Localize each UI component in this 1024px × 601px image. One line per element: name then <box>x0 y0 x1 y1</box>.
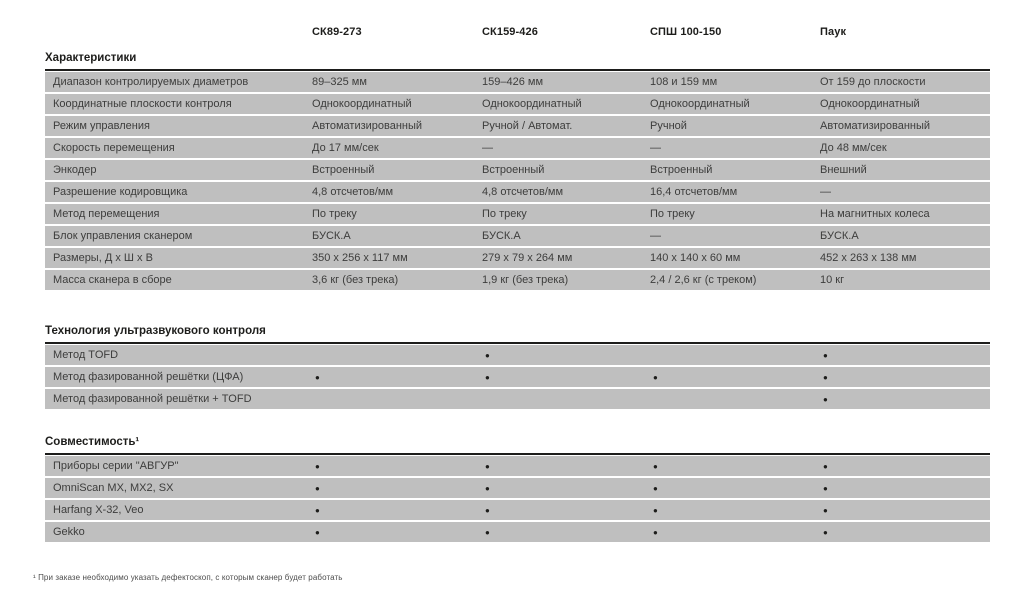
column-header: СПШ 100-150 <box>650 26 722 38</box>
cell-value: 2,4 / 2,6 кг (с треком) <box>650 274 757 286</box>
table-section <box>45 435 990 542</box>
bullet-marker: ● <box>315 372 320 382</box>
bullet-marker: ● <box>653 372 658 382</box>
cell-value: 4,8 отсчетов/мм <box>312 186 394 198</box>
cell-value: Встроенный <box>482 164 545 176</box>
bullet-marker: ● <box>485 483 490 493</box>
column-header-row <box>45 0 990 39</box>
row-label: Gekko <box>53 526 85 538</box>
column-header: СК89-273 <box>312 26 362 38</box>
row-label: Метод фазированной решётки (ЦФА) <box>53 371 244 383</box>
table-row <box>45 72 990 92</box>
cell-value: 89–325 мм <box>312 76 367 88</box>
section-rows <box>45 456 990 542</box>
row-label: Метод TOFD <box>53 349 119 361</box>
table-row <box>45 522 990 542</box>
table-row <box>45 345 990 365</box>
cell-value: 108 и 159 мм <box>650 76 718 88</box>
cell-value: БУСК.А <box>820 230 859 242</box>
spec-table <box>45 0 990 542</box>
cell-value: Автоматизированный <box>820 120 931 132</box>
column-header: Паук <box>820 26 847 38</box>
bullet-marker: ● <box>485 350 490 360</box>
row-label: Разрешение кодировщика <box>53 186 188 198</box>
row-label: Координатные плоскости контроля <box>53 98 232 110</box>
cell-value: — <box>650 230 661 242</box>
cell-value: — <box>820 186 831 198</box>
table-section <box>45 51 990 290</box>
cell-value: До 17 мм/сек <box>312 142 379 154</box>
row-label: OmniScan MX, MX2, SX <box>53 482 174 494</box>
bullet-marker: ● <box>315 527 320 537</box>
bullet-marker: ● <box>823 461 828 471</box>
bullet-marker: ● <box>823 505 828 515</box>
table-row <box>45 116 990 136</box>
bullet-marker: ● <box>485 527 490 537</box>
cell-value: Встроенный <box>650 164 713 176</box>
table-row <box>45 160 990 180</box>
cell-value: До 48 мм/сек <box>820 142 887 154</box>
footnote: ¹ При заказе необходимо указать дефектоскоп, с которым сканер будет работать <box>33 573 343 582</box>
cell-value: 4,8 отсчетов/мм <box>482 186 564 198</box>
cell-value: — <box>650 142 661 154</box>
section-title: Характеристики <box>45 51 990 71</box>
table-row <box>45 270 990 290</box>
cell-value: На магнитных колеса <box>820 208 930 220</box>
table-row <box>45 226 990 246</box>
row-label: Энкодер <box>53 164 97 176</box>
cell-value: Однокоординатный <box>650 98 750 110</box>
cell-value: По треку <box>482 208 527 220</box>
sections-container <box>45 51 990 542</box>
cell-value: 3,6 кг (без трека) <box>312 274 399 286</box>
row-label: Масса сканера в сборе <box>53 274 172 286</box>
table-section <box>45 324 990 409</box>
column-header: СК159-426 <box>482 26 538 38</box>
row-label: Harfang X-32, Veo <box>53 504 144 516</box>
row-label: Приборы серии "АВГУР" <box>53 460 179 472</box>
cell-value: 140 x 140 x 60 мм <box>650 252 741 264</box>
cell-value: 350 x 256 x 117 мм <box>312 252 408 264</box>
cell-value: Встроенный <box>312 164 375 176</box>
bullet-marker: ● <box>485 505 490 515</box>
table-row <box>45 248 990 268</box>
bullet-marker: ● <box>653 483 658 493</box>
cell-value: БУСК.А <box>312 230 351 242</box>
bullet-marker: ● <box>315 461 320 471</box>
bullet-marker: ● <box>485 461 490 471</box>
bullet-marker: ● <box>823 372 828 382</box>
row-label: Диапазон контролируемых диаметров <box>53 76 249 88</box>
bullet-marker: ● <box>653 527 658 537</box>
table-row <box>45 138 990 158</box>
section-rows <box>45 345 990 409</box>
cell-value: Внешний <box>820 164 867 176</box>
table-row <box>45 500 990 520</box>
row-label: Режим управления <box>53 120 150 132</box>
table-row <box>45 94 990 114</box>
cell-value: Однокоординатный <box>482 98 582 110</box>
cell-value: БУСК.А <box>482 230 521 242</box>
cell-value: 16,4 отсчетов/мм <box>650 186 738 198</box>
cell-value: Автоматизированный <box>312 120 423 132</box>
table-row <box>45 367 990 387</box>
bullet-marker: ● <box>823 350 828 360</box>
cell-value: От 159 до плоскости <box>820 76 926 88</box>
cell-value: По треку <box>650 208 695 220</box>
cell-value: Однокоординатный <box>820 98 920 110</box>
cell-value: Однокоординатный <box>312 98 412 110</box>
bullet-marker: ● <box>653 461 658 471</box>
table-row <box>45 204 990 224</box>
cell-value: По треку <box>312 208 357 220</box>
row-label: Скорость перемещения <box>53 142 175 154</box>
row-label: Метод перемещения <box>53 208 160 220</box>
row-label: Размеры, Д х Ш х В <box>53 252 153 264</box>
table-row <box>45 478 990 498</box>
cell-value: — <box>482 142 493 154</box>
section-title: Совместимость¹ <box>45 435 990 455</box>
cell-value: 1,9 кг (без трека) <box>482 274 569 286</box>
row-label: Блок управления сканером <box>53 230 193 242</box>
bullet-marker: ● <box>315 505 320 515</box>
bullet-marker: ● <box>653 505 658 515</box>
row-label: Метод фазированной решётки + TOFD <box>53 393 252 405</box>
cell-value: Ручной / Автомат. <box>482 120 573 132</box>
cell-value: 10 кг <box>820 274 845 286</box>
section-rows <box>45 72 990 290</box>
cell-value: 159–426 мм <box>482 76 544 88</box>
cell-value: 279 x 79 x 264 мм <box>482 252 573 264</box>
cell-value: 452 x 263 x 138 мм <box>820 252 917 264</box>
table-row <box>45 456 990 476</box>
bullet-marker: ● <box>315 483 320 493</box>
bullet-marker: ● <box>485 372 490 382</box>
bullet-marker: ● <box>823 394 828 404</box>
bullet-marker: ● <box>823 483 828 493</box>
bullet-marker: ● <box>823 527 828 537</box>
section-title: Технология ультразвукового контроля <box>45 324 990 344</box>
cell-value: Ручной <box>650 120 687 132</box>
table-row <box>45 389 990 409</box>
table-row <box>45 182 990 202</box>
